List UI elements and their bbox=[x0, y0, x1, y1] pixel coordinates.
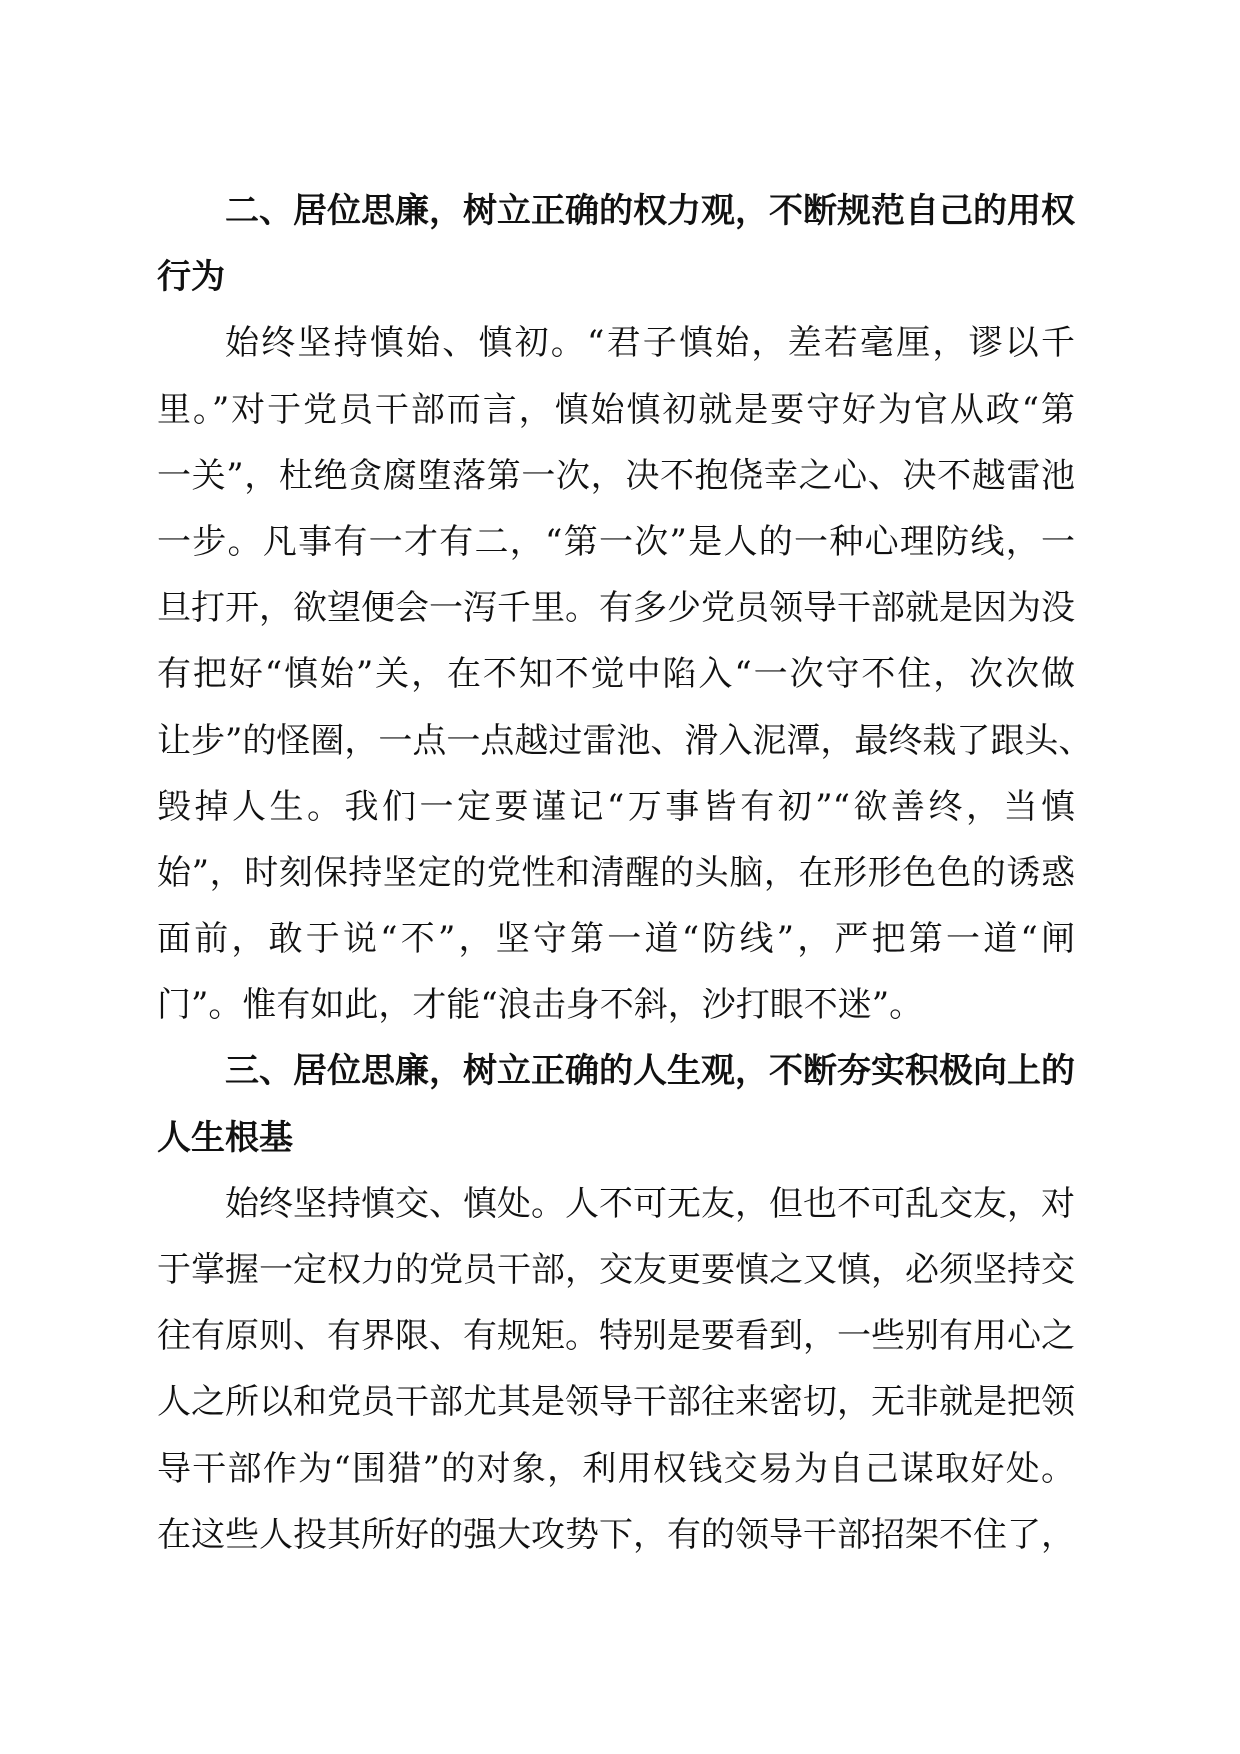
body-paragraph bbox=[157, 310, 1093, 1038]
section-heading bbox=[157, 1038, 1075, 1170]
heading-line: 人生根基 bbox=[157, 1117, 293, 1158]
document-body bbox=[157, 178, 1093, 1568]
paragraph-line: 人之所以和党员干部尤其是领导干部往来密切，无非就是把领 bbox=[157, 1382, 1075, 1423]
paragraph-line: 一关”，杜绝贪腐堕落第一次，决不抱侥幸之心、决不越雷池 bbox=[157, 455, 1075, 496]
paragraph-line: 里。”对于党员干部而言，慎始慎初就是要守好为官从政“第 bbox=[157, 389, 1075, 430]
paragraph-line: 一步。凡事有一才有二，“第一次”是人的一种心理防线，一 bbox=[157, 521, 1075, 562]
body-paragraph bbox=[157, 1171, 1075, 1568]
paragraph-line: 让步”的怪圈，一点一点越过雷池、滑入泥潭，最终栽了跟头、 bbox=[157, 720, 1093, 761]
paragraph-line: 毁掉人生。我们一定要谨记“万事皆有初”“欲善终，当慎 bbox=[157, 786, 1075, 827]
heading-line: 三、居位思廉，树立正确的人生观，不断夯实积极向上的 bbox=[225, 1051, 1075, 1092]
heading-line: 二、居位思廉，树立正确的权力观，不断规范自己的用权 bbox=[225, 191, 1075, 231]
heading-line: 行为 bbox=[157, 257, 225, 298]
paragraph-line: 有把好“慎始”关，在不知不觉中陷入“一次守不住，次次做 bbox=[157, 654, 1075, 695]
paragraph-line: 始终坚持慎交、慎处。人不可无友，但也不可乱交友，对 bbox=[225, 1183, 1075, 1224]
paragraph-line: 往有原则、有界限、有规矩。特别是要看到，一些别有用心之 bbox=[157, 1316, 1075, 1357]
paragraph-line: 始终坚持慎始、慎初。“君子慎始，差若毫厘，谬以千 bbox=[225, 323, 1075, 364]
paragraph-line: 导干部作为“围猎”的对象，利用权钱交易为自己谋取好处。 bbox=[157, 1448, 1075, 1489]
paragraph-line: 始”，时刻保持坚定的党性和清醒的头脑，在形形色色的诱惑 bbox=[157, 852, 1075, 893]
paragraph-line: 旦打开，欲望便会一泻千里。有多少党员领导干部就是因为没 bbox=[157, 588, 1075, 629]
paragraph-line: 在这些人投其所好的强大攻势下，有的领导干部招架不住了， bbox=[157, 1514, 1075, 1555]
paragraph-line: 于掌握一定权力的党员干部，交友更要慎之又慎，必须坚持交 bbox=[157, 1250, 1075, 1290]
paragraph-line: 门”。惟有如此，才能“浪击身不斜，沙打眼不迷”。 bbox=[157, 985, 924, 1026]
section-heading bbox=[157, 178, 1075, 310]
paragraph-line: 面前，敢于说“不”，坚守第一道“防线”，严把第一道“闸 bbox=[157, 919, 1075, 960]
